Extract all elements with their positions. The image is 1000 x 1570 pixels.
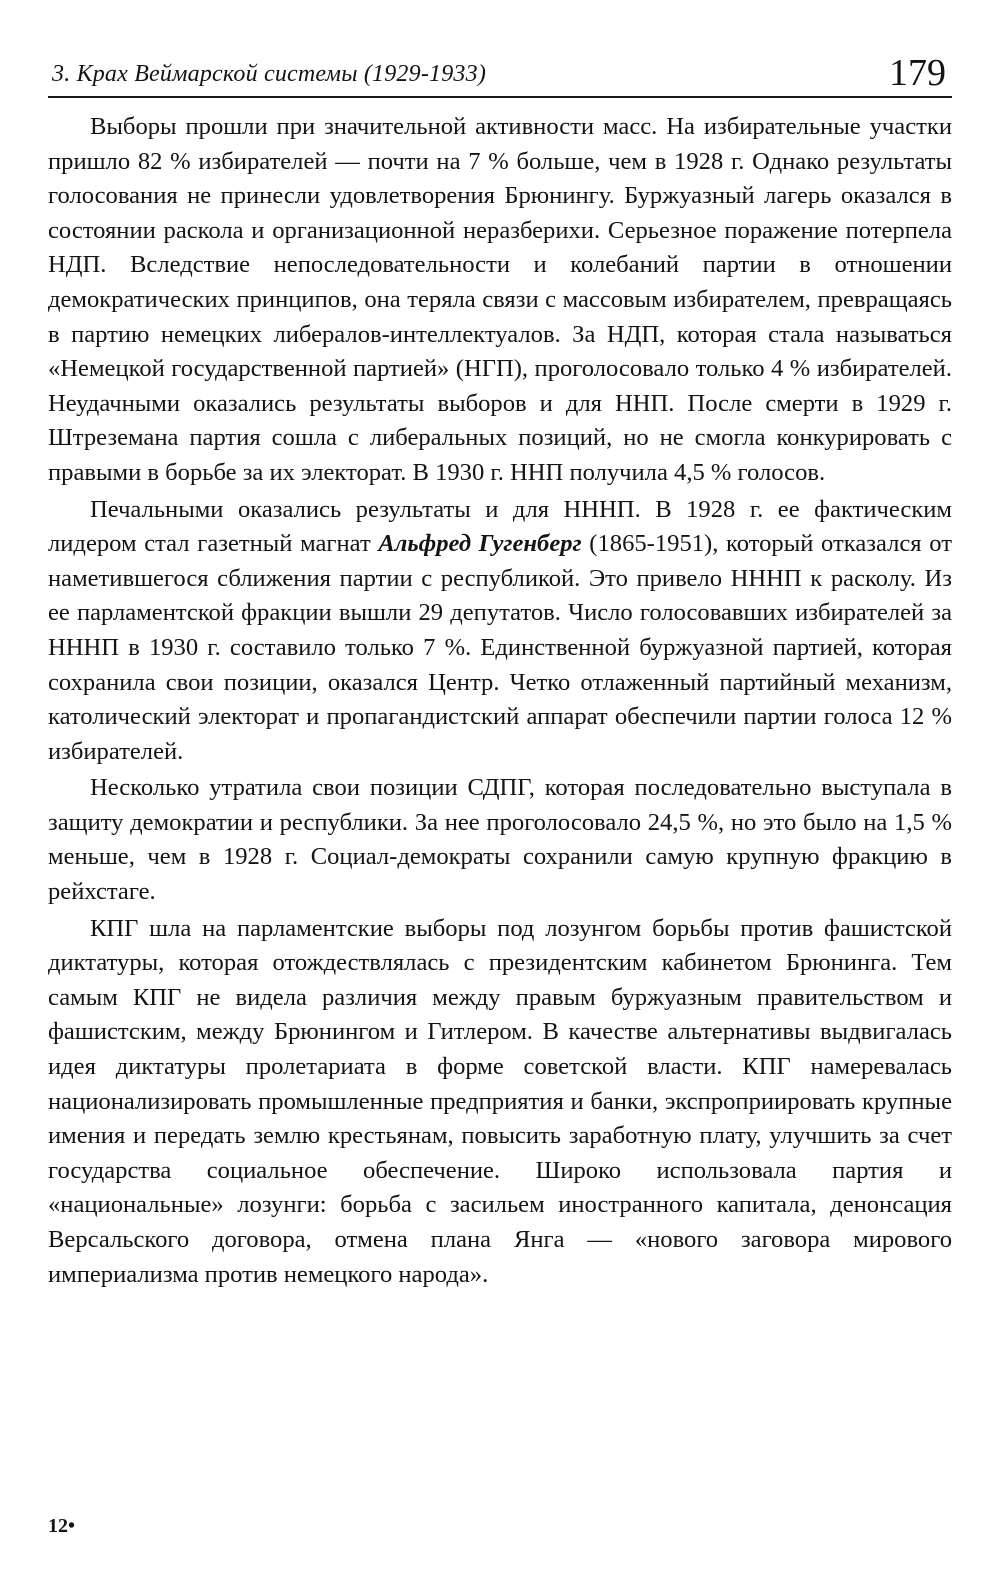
book-page <box>48 40 952 1540</box>
paragraph-text: КПГ шла на парламентские выборы под лозунгом борьбы против фашистской диктатуры, которая отождествлялась с президентским кабинетом Брюнинга. Тем самым КПГ не видела различия между правым буржуазным правительством и фашистским, между Брюнингом и Гитлером. В качестве альтернативы выдвигалась идея диктатуры пролетариата в форме советской власти. КПГ намеревалась национализировать промышленные предприятия и банки, экспроприировать крупные имения и передать землю крестьянам, повысить заработную плату, улучшить за счет государства социальное обеспечение. Широко использовала партия и «национальные» лозунги: борьба с засильем иностранного капитала, денонсация Версальского договора, отмена плана Янга — «нового заговора мирового империализма против немецкого народа». <box>48 914 952 1288</box>
person-name-emphasis: Альфред Гугенберг <box>378 530 582 558</box>
page-number: 179 <box>889 52 946 94</box>
paragraph-elections-turnout <box>48 110 952 491</box>
running-title: 3. Крах Веймарской системы (1929-1933) <box>52 61 487 87</box>
paragraph-spd <box>48 771 952 909</box>
paragraph-text: Несколько утратила свои позиции СДПГ, которая последовательно выступала в защиту демократии и республики. За нее проголосовало 24,5 %, но это было на 1,5 % меньше, чем в 1928 г. Социал-демократы сохранили самую крупную фракцию в рейхстаге. <box>48 774 952 906</box>
paragraph-text: (1865-1951), который отказался от наметившегося сближения партии с республикой. Это привело НННП к расколу. Из ее парламентской фракции вышли 29 депутатов. Число голосовавших избирателей за НННП в 1930 г. составило только 7 %. Единственной буржуазной партией, которая сохранила свои позиции, оказался Центр. Четко отлаженный партийный механизм, католический электорат и пропагандистский аппарат обеспечили партии голоса 12 % избирателей. <box>48 530 952 765</box>
running-header <box>48 40 952 98</box>
body-text <box>48 110 952 1292</box>
paragraph-dnvp <box>48 493 952 770</box>
paragraph-text: Выборы прошли при значительной активности масс. На избирательные участки пришло 82 % избирателей — почти на 7 % больше, чем в 1928 г. Однако результаты голосования не принесли удовлетворения Брюнингу. Буржуазный лагерь оказался в состоянии раскола и организационной неразберихи. Серьезное поражение потерпела НДП. Вследствие непоследовательности и колебаний партии в отношении демократических принципов, она теряла связи с массовым избирателем, превращаясь в партию немецких либералов-интеллектуалов. За НДП, которая стала называться «Немецкой государственной партией» (НГП), проголосовало только 4 % избирателей. Неудачными оказались результаты выборов и для ННП. После смерти в 1929 г. Штреземана партия сошла с либеральных позиций, но не смогла конкурировать с правыми в борьбе за их электорат. В 1930 г. ННП получила 4,5 % голосов. <box>48 113 952 486</box>
paragraph-kpd <box>48 912 952 1293</box>
paragraph-text: Печальными оказались результаты и для НННП. В 1928 г. ее фактическим лидером стал газетный магнат <box>48 495 952 558</box>
signature-mark: 12• <box>48 1515 76 1537</box>
